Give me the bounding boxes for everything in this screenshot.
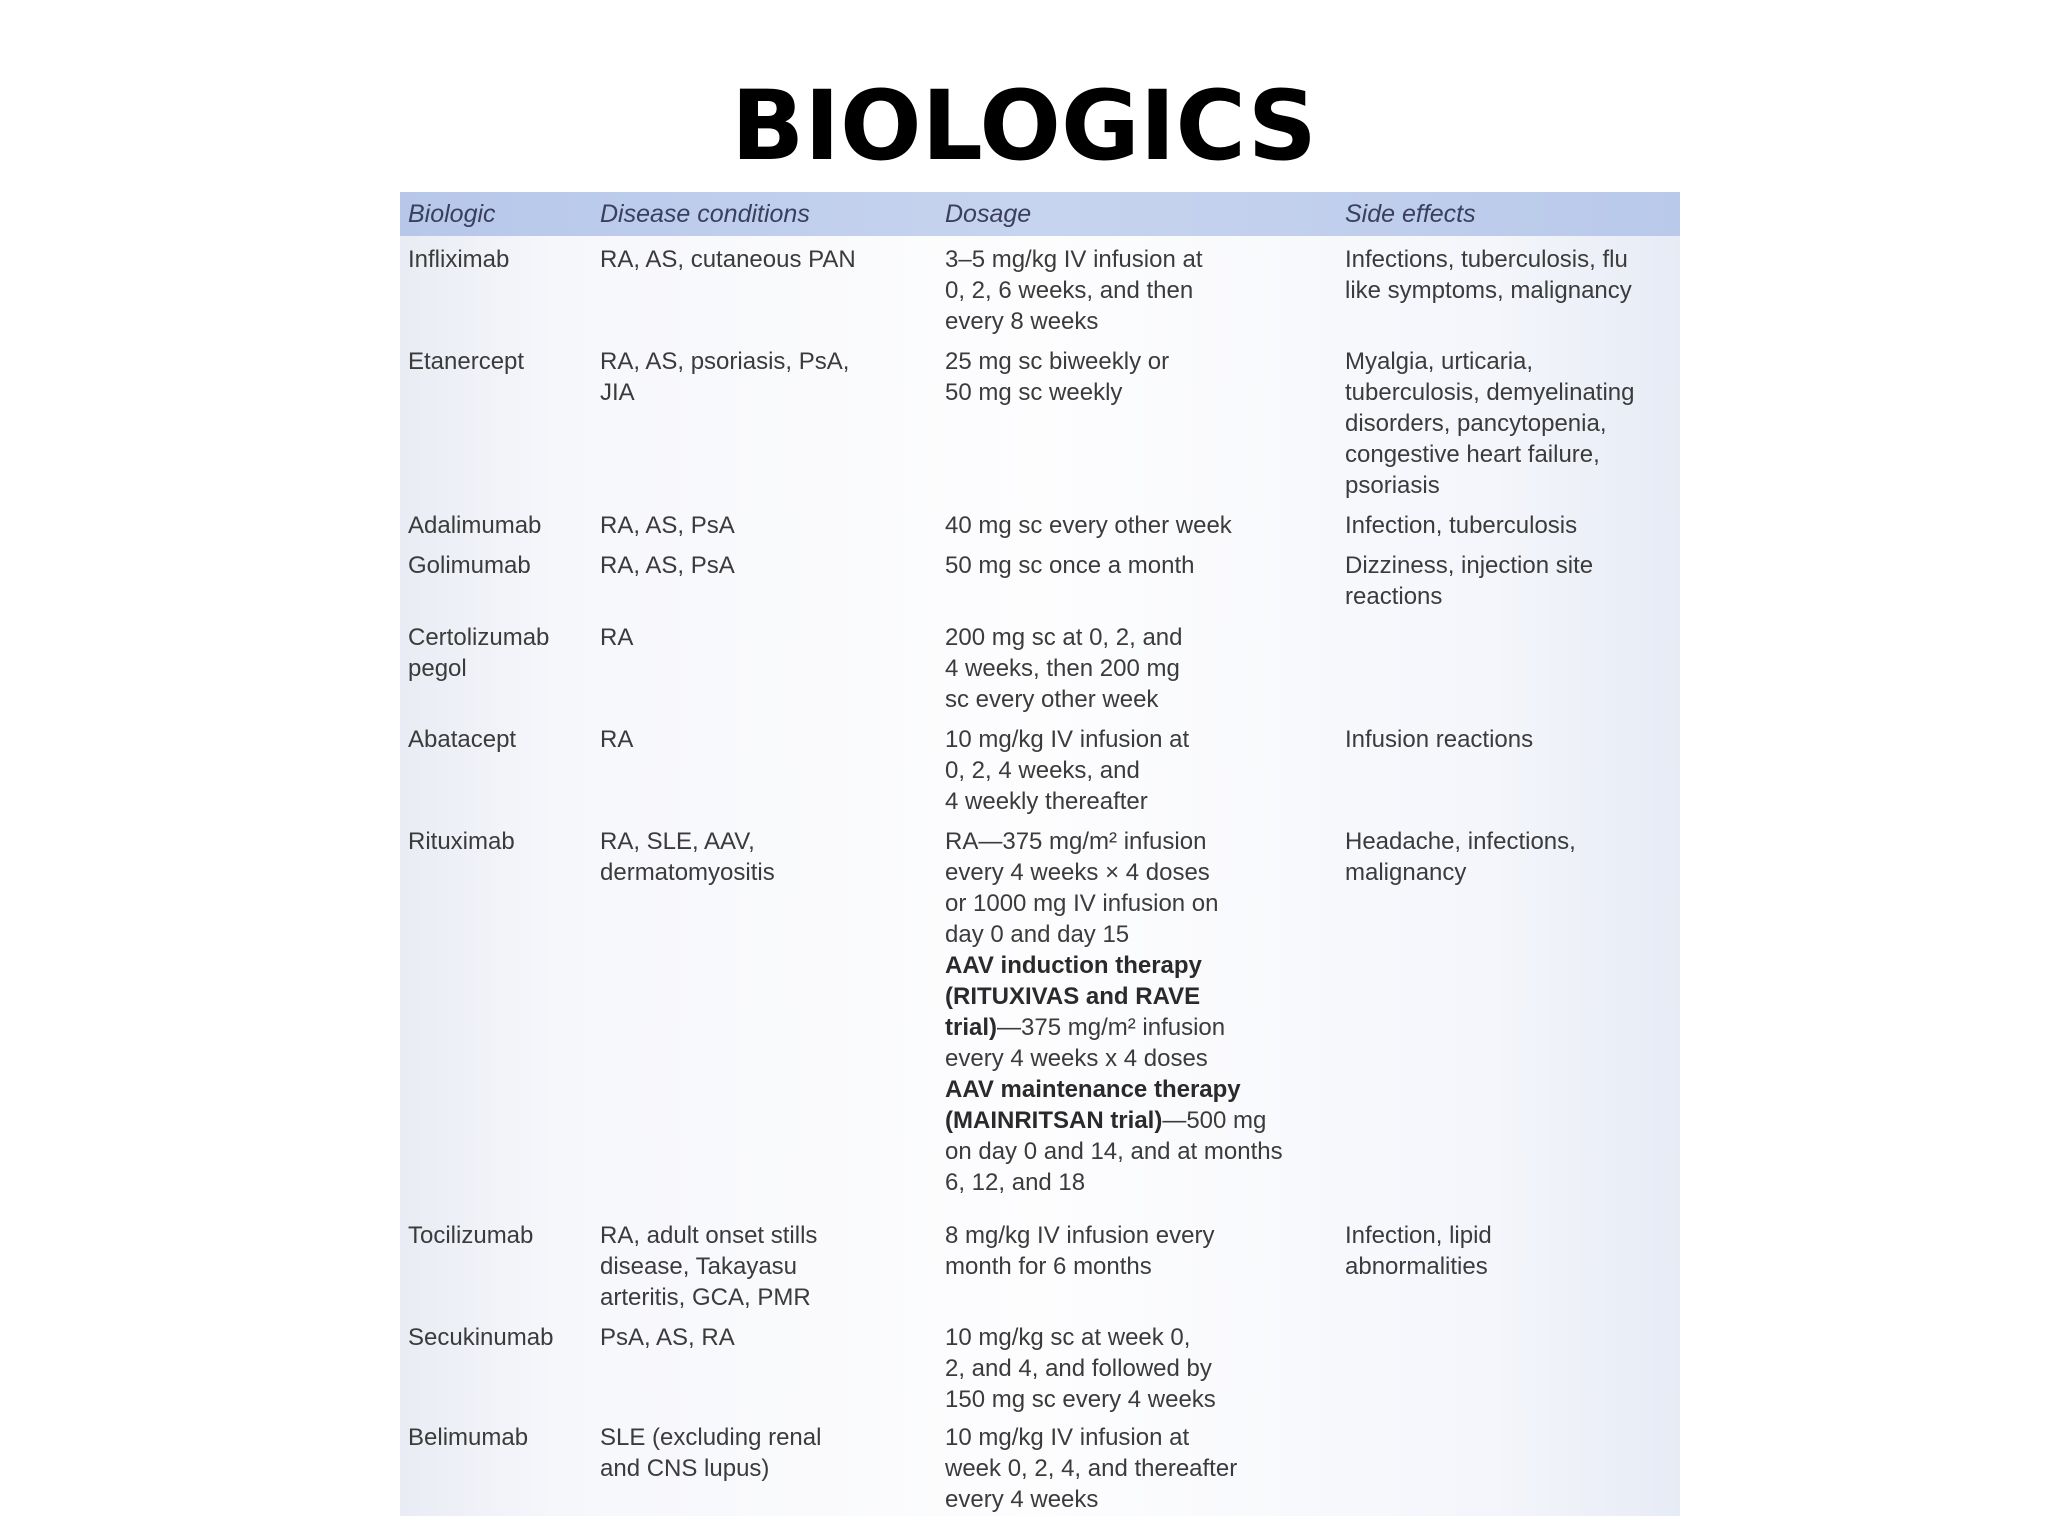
biologic-cell: Golimumab: [408, 552, 531, 579]
biologic-cell: Infliximab: [408, 246, 510, 273]
side-effects-cell: Dizziness, injection site reactions: [1345, 552, 1594, 610]
dosage-bold-text: AAV induction therapy (RITUXIVAS and RAVE trial): [945, 952, 1202, 1041]
header-side-effects: Side effects: [1345, 200, 1476, 228]
dosage-cell: 10 mg/kg sc at week 0, 2, and 4, and followed by 150 mg sc every 4 weeks: [945, 1324, 1216, 1413]
biologic-cell: Belimumab: [408, 1424, 529, 1451]
dosage-cell: 25 mg sc biweekly or 50 mg sc weekly: [945, 348, 1170, 406]
header-disease-conditions: Disease conditions: [600, 200, 810, 228]
side-effects-cell: Infections, tuberculosis, flu like symptoms, malignancy: [1345, 246, 1632, 304]
conditions-cell: RA, AS, psoriasis, PsA, JIA: [600, 348, 850, 406]
biologics-table: [400, 192, 1680, 1516]
biologic-cell: Tocilizumab: [408, 1222, 534, 1249]
biologic-cell: Adalimumab: [408, 512, 542, 539]
biologic-cell: Abatacept: [408, 726, 517, 753]
side-effects-cell: Headache, infections, malignancy: [1345, 828, 1576, 886]
dosage-cell: 10 mg/kg IV infusion at 0, 2, 4 weeks, and 4 weekly thereafter: [945, 726, 1190, 815]
biologic-cell: Rituximab: [408, 828, 515, 855]
conditions-cell: RA, adult onset stills disease, Takayasu arteritis, GCA, PMR: [600, 1222, 818, 1311]
dosage-cell: 200 mg sc at 0, 2, and 4 weeks, then 200 mg sc every other week: [945, 624, 1183, 713]
conditions-cell: RA, SLE, AAV, dermatomyositis: [600, 828, 775, 886]
header-biologic: Biologic: [408, 200, 496, 228]
conditions-cell: RA, AS, cutaneous PAN: [600, 246, 856, 273]
header-dosage: Dosage: [945, 200, 1032, 228]
dosage-text: —375 mg/m² infusion every 4 weeks x 4 doses: [945, 1014, 1226, 1072]
conditions-cell: SLE (excluding renal and CNS lupus): [600, 1424, 822, 1482]
dosage-cell: 40 mg sc every other week: [945, 512, 1232, 539]
dosage-cell: 50 mg sc once a month: [945, 552, 1195, 579]
dosage-bold-text: AAV maintenance therapy (MAINRITSAN trial): [945, 1076, 1241, 1134]
dosage-text: —500 mg on day 0 and 14, and at months 6, 12, and 18: [945, 1107, 1283, 1196]
biologic-cell: Etanercept: [408, 348, 525, 375]
side-effects-cell: Infusion reactions: [1345, 726, 1534, 753]
conditions-cell: PsA, AS, RA: [600, 1324, 735, 1351]
dosage-cell: [945, 826, 1335, 1198]
conditions-cell: RA: [600, 726, 634, 753]
conditions-cell: RA: [600, 624, 634, 651]
table-header: [400, 192, 1680, 236]
dosage-cell: 8 mg/kg IV infusion every month for 6 months: [945, 1222, 1215, 1280]
side-effects-cell: Myalgia, urticaria, tuberculosis, demyelinating disorders, pancytopenia, congestive heart failure, psoriasis: [1345, 348, 1635, 499]
side-effects-cell: Infection, lipid abnormalities: [1345, 1222, 1492, 1280]
conditions-cell: RA, AS, PsA: [600, 512, 735, 539]
side-effects-cell: Infection, tuberculosis: [1345, 512, 1578, 539]
slide-title: BIOLOGICS: [731, 70, 1317, 182]
biologic-cell: Certolizumab pegol: [408, 624, 550, 682]
biologic-cell: Secukinumab: [408, 1324, 554, 1351]
dosage-text: RA—375 mg/m² infusion every 4 weeks × 4 doses or 1000 mg IV infusion on day 0 and day 15: [945, 828, 1219, 948]
conditions-cell: RA, AS, PsA: [600, 552, 735, 579]
dosage-cell: 3–5 mg/kg IV infusion at 0, 2, 6 weeks, and then every 8 weeks: [945, 246, 1203, 335]
dosage-cell: 10 mg/kg IV infusion at week 0, 2, 4, and thereafter every 4 weeks: [945, 1424, 1238, 1513]
